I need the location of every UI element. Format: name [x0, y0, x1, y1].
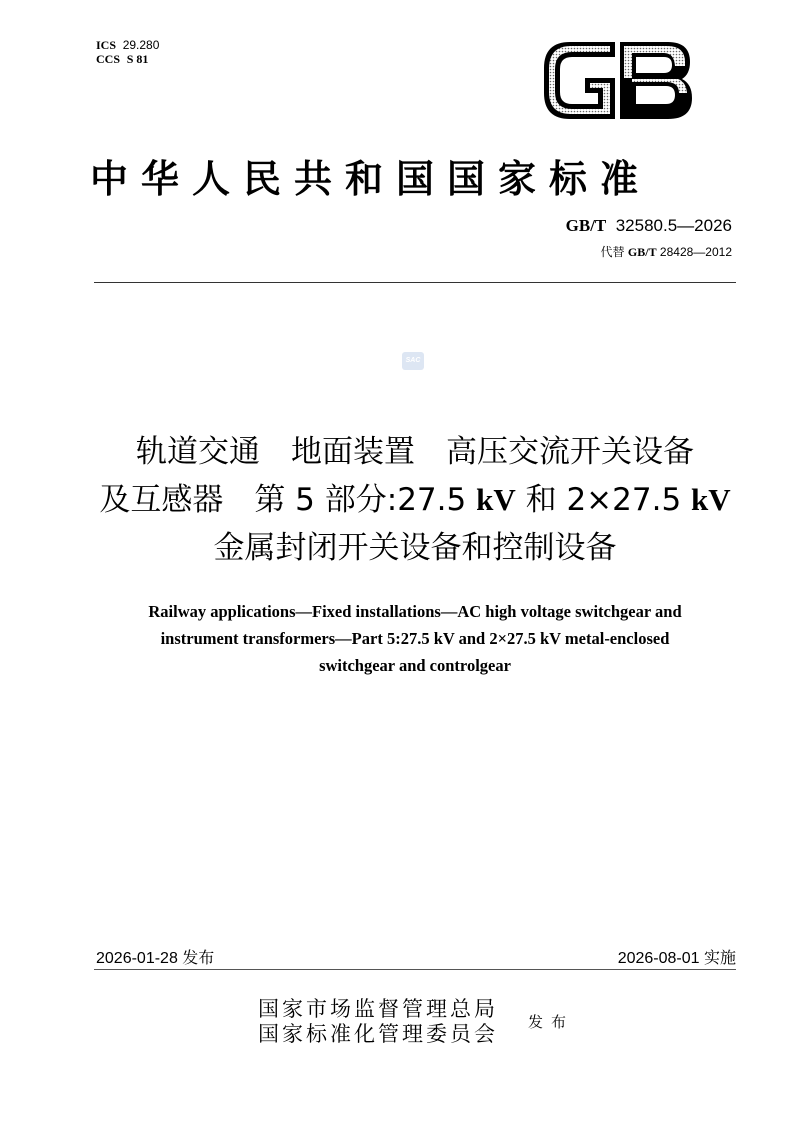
replaces-standard: 代替 GB/T 28428—2012	[600, 245, 732, 259]
ics-code: ICS 29.280	[96, 38, 160, 52]
chinese-title-line-3: 金属封闭开关设备和控制设备	[213, 530, 617, 566]
issue-label: 发布	[528, 1013, 575, 1031]
issuer-sac: 国家标准化管理委员会	[258, 1022, 498, 1046]
issuing-organizations	[258, 997, 498, 1047]
gb-logo-icon	[540, 38, 695, 123]
header-divider	[94, 282, 736, 283]
chinese-title	[60, 428, 770, 572]
chinese-title-line-1: 轨道交通 地面装置 高压交流开关设备	[136, 434, 694, 470]
english-title-line-2: instrument transformers—Part 5:27.5 kV and 2×27.5 kV metal-enclosed	[160, 629, 670, 648]
ccs-code: CCS S 81	[96, 52, 149, 66]
chinese-title-line-2: 及互感器 第 5 部分:27.5 kV 和 2×27.5 kV	[99, 482, 731, 518]
english-title-line-3: switchgear and controlgear	[319, 656, 511, 675]
issuer-samr: 国家市场监督管理总局	[258, 997, 498, 1021]
issue-date: 2026-01-28 发布	[96, 950, 215, 967]
classification-codes	[96, 38, 159, 66]
implementation-date: 2026-08-01 实施	[617, 950, 736, 967]
english-title	[60, 598, 770, 679]
sac-watermark: SAC	[402, 352, 424, 370]
standard-number: GB/T 32580.5—2026	[565, 216, 732, 235]
footer-divider	[94, 969, 736, 970]
national-standard-title: 中华人民共和国国家标准	[90, 156, 652, 201]
english-title-line-1: Railway applications—Fixed installations—AC high voltage switchgear and	[148, 602, 682, 621]
